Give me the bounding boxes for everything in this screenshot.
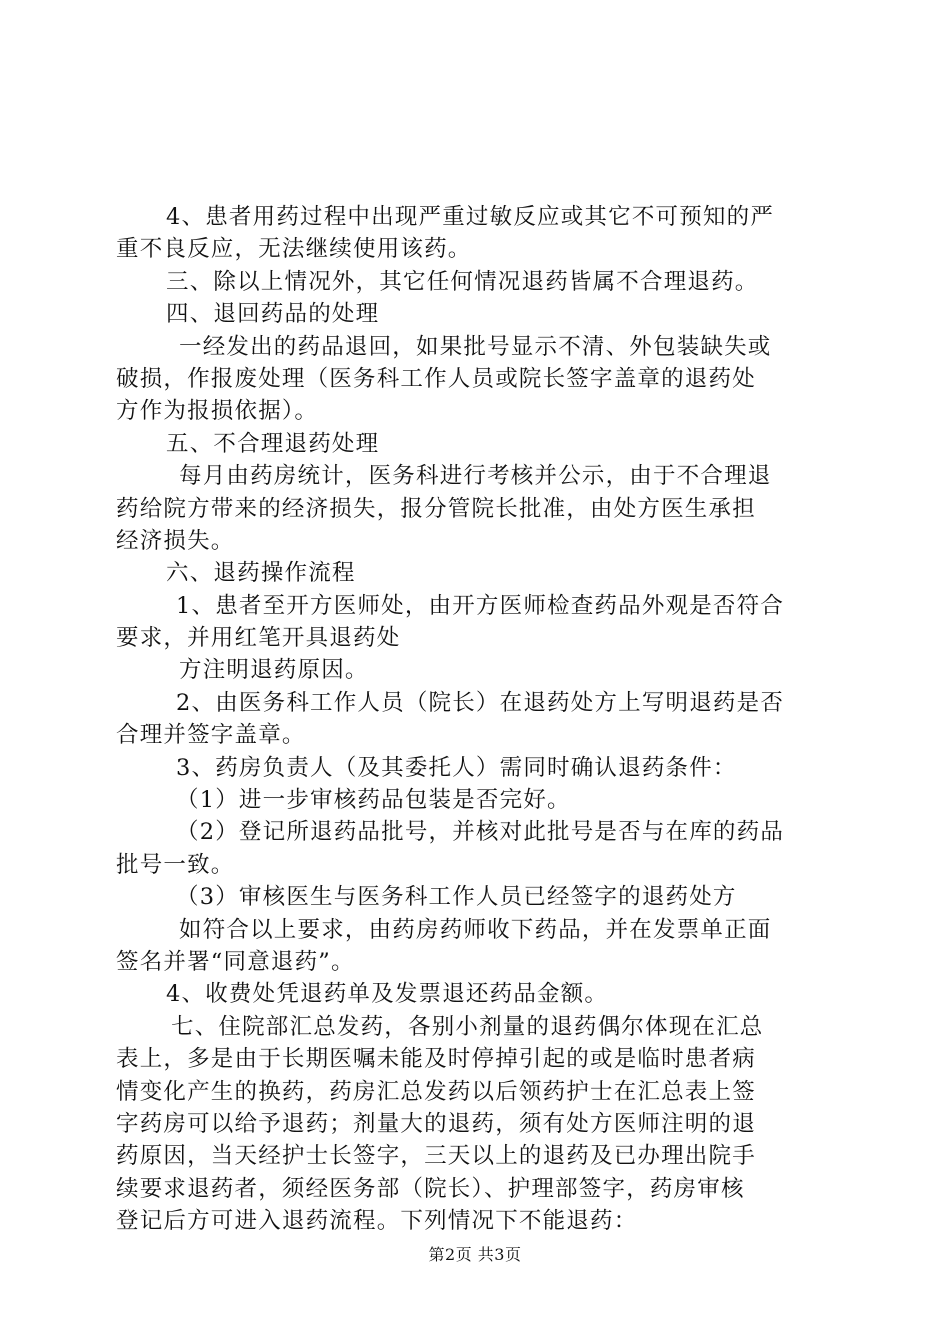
paragraph-line: （2）登记所退药品批号，并核对此批号是否与在库的药品 (176, 819, 785, 846)
page-number-footer: 第2页 共3页 (428, 1245, 522, 1264)
paragraph-line: 续要求退药者，须经医务部（院长）、护理部签字，药房审核 (116, 1175, 745, 1202)
paragraph-line: 表上，多是由于长期医嘱未能及时停掉引起的或是临时患者病 (116, 1046, 756, 1073)
paragraph-line: 4、收费处凭退药单及发票退还药品金额。 (166, 981, 609, 1008)
paragraph-line: 签名并署“同意退药”。 (116, 948, 355, 975)
paragraph-line: 药给院方带来的经济损失，报分管院长批准，由处方医生承担 (116, 495, 756, 522)
section-heading: 五、不合理退药处理 (166, 430, 380, 457)
paragraph-line: 要求，并用红笔开具退药处 (116, 625, 401, 652)
section-heading: 七、住院部汇总发药，各别小剂量的退药偶尔体现在汇总 (171, 1013, 764, 1040)
paragraph-line: 2、由医务科工作人员（院长）在退药处方上写明退药是否 (176, 689, 785, 716)
paragraph-line: 情变化产生的换药，药房汇总发药以后领药护士在汇总表上签 (116, 1078, 756, 1105)
paragraph-line: 经济损失。 (116, 527, 235, 554)
paragraph-line: 字药房可以给予退药；剂量大的退药，须有处方医师注明的退 (116, 1110, 756, 1137)
paragraph-line: 破损，作报废处理（医务科工作人员或院长签字盖章的退药处 (116, 365, 756, 392)
paragraph-line: 三、除以上情况外，其它任何情况退药皆属不合理退药。 (166, 268, 759, 295)
paragraph-line: （1）进一步审核药品包装是否完好。 (176, 787, 571, 814)
paragraph-line: 重不良反应，无法继续使用该药。 (116, 236, 472, 263)
paragraph-line: 1、患者至开方医师处，由开方医师检查药品外观是否符合 (176, 592, 785, 619)
section-heading: 六、退药操作流程 (166, 560, 356, 587)
paragraph-line: 4、患者用药过程中出现严重过敏反应或其它不可预知的严 (166, 204, 775, 230)
paragraph-line: 如符合以上要求，由药房药师收下药品，并在发票单正面 (179, 916, 772, 943)
paragraph-line: 合理并签字盖章。 (116, 722, 306, 749)
paragraph-line: 方注明退药原因。 (179, 657, 369, 684)
paragraph-line: 方作为报损依据）。 (116, 398, 319, 425)
paragraph-line: 药原因，当天经护士长签字，三天以上的退药及已办理出院手 (116, 1143, 756, 1170)
document-body (116, 201, 832, 1238)
paragraph-line: （3）审核医生与医务科工作人员已经签字的退药处方 (176, 884, 737, 911)
paragraph-line: 3、药房负责人（及其委托人）需同时确认退药条件： (176, 754, 737, 781)
paragraph-line: 一经发出的药品退回，如果批号显示不清、外包装缺失或 (179, 333, 772, 360)
paragraph-line: 批号一致。 (116, 851, 235, 878)
section-heading: 四、退回药品的处理 (166, 301, 380, 328)
paragraph-line: 登记后方可进入退药流程。下列情况下不能退药： (116, 1208, 638, 1235)
paragraph-line: 每月由药房统计，医务科进行考核并公示，由于不合理退 (179, 463, 772, 490)
